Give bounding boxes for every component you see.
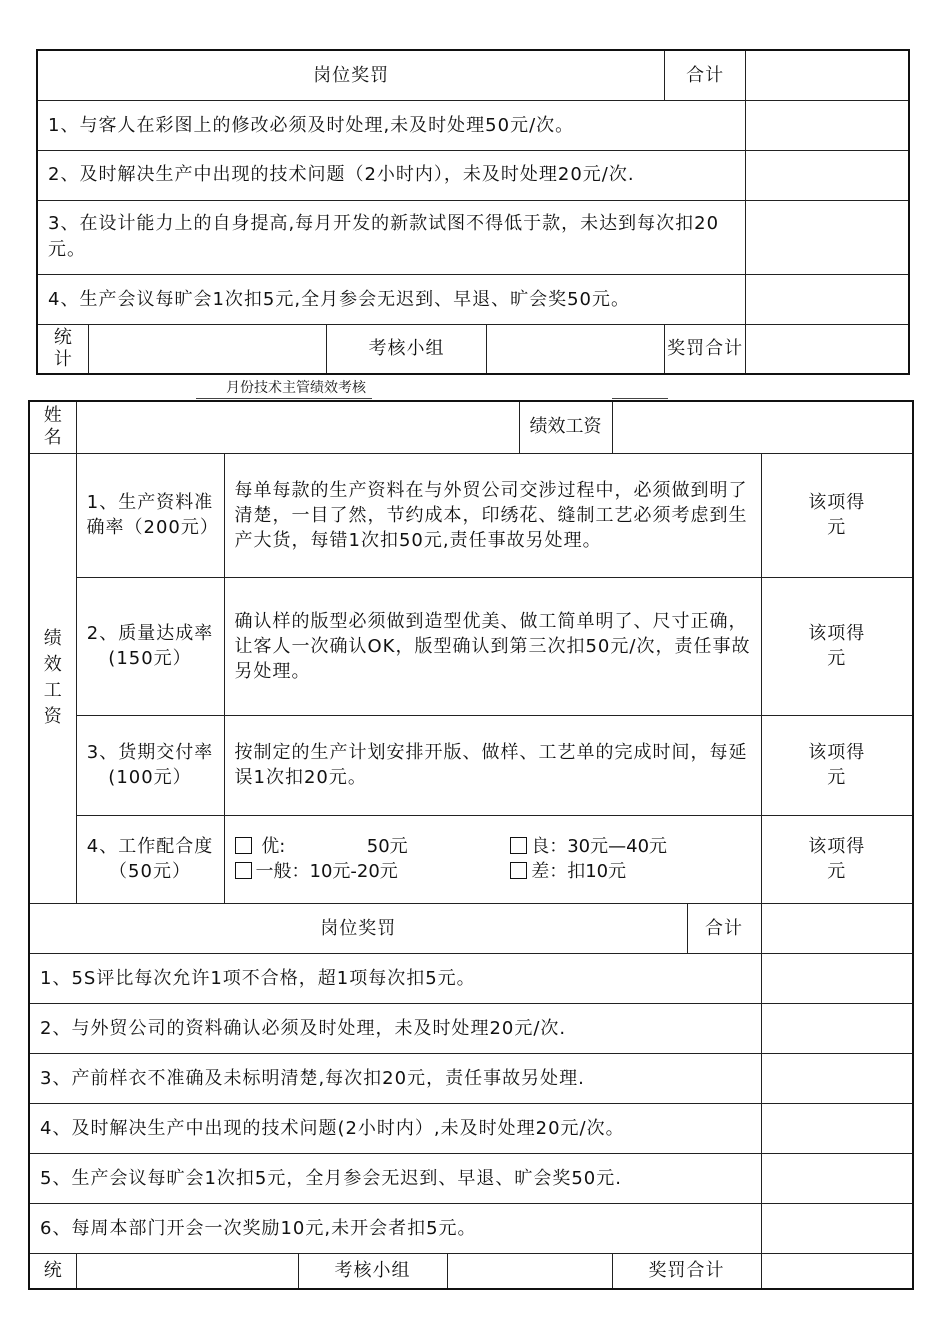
option-average[interactable] (235, 859, 505, 884)
option-excellent[interactable] (235, 834, 505, 859)
top-footer-sum-text: 奖罚合计 (667, 338, 744, 360)
top-rule-row: 1、与客人在彩图上的修改必须及时处理,未及时处理50元/次。 (37, 100, 745, 150)
option-poor[interactable] (510, 859, 626, 884)
top-footer-stat-value (88, 324, 327, 374)
caption-underline-left (196, 398, 372, 399)
item-score: 该项得元 (761, 715, 913, 815)
reward-rule-amount (761, 1103, 913, 1153)
option-excellent-value: 50元 (366, 836, 408, 857)
top-header-title: 岗位奖罚 (37, 50, 665, 100)
reward-rule-amount (761, 953, 913, 1003)
top-footer-sum-value (745, 324, 909, 374)
reward-rule-row: 5、生产会议每旷会1次扣5元，全月参会无迟到、早退、旷会奖50元. (29, 1153, 761, 1203)
caption-underline-right (612, 398, 668, 399)
top-rule-amount (745, 200, 909, 274)
item-score: 该项得元 (761, 453, 913, 577)
item-score: 该项得元 (761, 577, 913, 715)
checkbox-icon[interactable] (510, 862, 527, 879)
reward-rule-amount (761, 1153, 913, 1203)
footer-group-value (447, 1253, 612, 1289)
item-description: 按制定的生产计划安排开版、做样、工艺单的完成时间，每延误1次扣20元。 (224, 715, 761, 815)
item-title: 3、货期交付率(100元） (76, 715, 224, 815)
performance-table (28, 400, 914, 1290)
option-excellent-label: 优: (261, 836, 286, 857)
top-penalty-table (36, 49, 910, 375)
item-title: 4、工作配合度（50元） (76, 815, 224, 903)
checkbox-icon[interactable] (235, 862, 252, 879)
top-rule-amount (745, 100, 909, 150)
top-footer-stat-label: 统计 (37, 324, 88, 374)
top-rule-row: 4、生产会议每旷会1次扣5元,全月参会无迟到、早退、旷会奖50元。 (37, 274, 745, 324)
option-good[interactable] (510, 834, 667, 859)
name-label: 姓名 (29, 401, 76, 453)
item-title: 1、生产资料准确率（200元） (76, 453, 224, 577)
item-description: 每单每款的生产资料在与外贸公司交涉过程中，必须做到明了清楚，一目了然，节约成本，印绣花、缝制工艺必须考虑到生产大货，每错1次扣50元,责任事故另处理。 (224, 453, 761, 577)
reward-rule-row: 6、每周本部门开会一次奖励10元,未开会者扣5元。 (29, 1203, 761, 1253)
reward-rule-row: 2、与外贸公司的资料确认必须及时处理，未及时处理20元/次. (29, 1003, 761, 1053)
cooperation-options (224, 815, 761, 903)
page-caption: 月份技术主管绩效考核 (226, 380, 366, 396)
reward-header-total-label: 合计 (687, 903, 761, 953)
option-good-label: 良：30元—40元 (531, 836, 668, 857)
footer-group-label: 考核小组 (298, 1253, 447, 1289)
checkbox-icon[interactable] (235, 837, 252, 854)
option-average-label: 一般：10元-20元 (255, 861, 398, 882)
top-footer-group-label: 考核小组 (327, 324, 486, 374)
top-rule-amount (745, 274, 909, 324)
top-rule-row: 2、及时解决生产中出现的技术问题（2小时内），未及时处理20元/次. (37, 150, 745, 200)
checkbox-icon[interactable] (510, 837, 527, 854)
salary-label: 绩效工资 (519, 401, 612, 453)
footer-sum-value (761, 1253, 913, 1289)
reward-header-title: 岗位奖罚 (29, 903, 687, 953)
footer-stat-value (76, 1253, 298, 1289)
reward-rule-amount (761, 1053, 913, 1103)
top-rule-row: 3、在设计能力上的自身提高,每月开发的新款试图不得低于款，未达到每次扣20元。 (37, 200, 745, 274)
section-label: 绩效工资 (29, 453, 76, 903)
item-description: 确认样的版型必须做到造型优美、做工简单明了、尺寸正确，让客人一次确认OK，版型确认到第三次扣50元/次，责任事故另处理。 (224, 577, 761, 715)
reward-rule-amount (761, 1003, 913, 1053)
top-footer-group-value (486, 324, 665, 374)
footer-sum-label: 奖罚合计 (612, 1253, 761, 1289)
reward-rule-row: 3、产前样衣不准确及未标明清楚,每次扣20元，责任事故另处理. (29, 1053, 761, 1103)
reward-rule-amount (761, 1203, 913, 1253)
name-value (76, 401, 519, 453)
reward-rule-row: 4、及时解决生产中出现的技术问题(2小时内）,未及时处理20元/次。 (29, 1103, 761, 1153)
option-poor-label: 差：扣10元 (531, 861, 627, 882)
footer-stat-label: 统 (29, 1253, 76, 1289)
reward-header-total-value (761, 903, 913, 953)
salary-value (612, 401, 913, 453)
top-header-total-label: 合计 (665, 50, 746, 100)
top-header-total-value (745, 50, 909, 100)
reward-rule-row: 1、5S评比每次允许1项不合格，超1项每次扣5元。 (29, 953, 761, 1003)
item-score: 该项得元 (761, 815, 913, 903)
top-rule-amount (745, 150, 909, 200)
top-footer-sum-label (665, 324, 746, 374)
item-title: 2、质量达成率(150元） (76, 577, 224, 715)
